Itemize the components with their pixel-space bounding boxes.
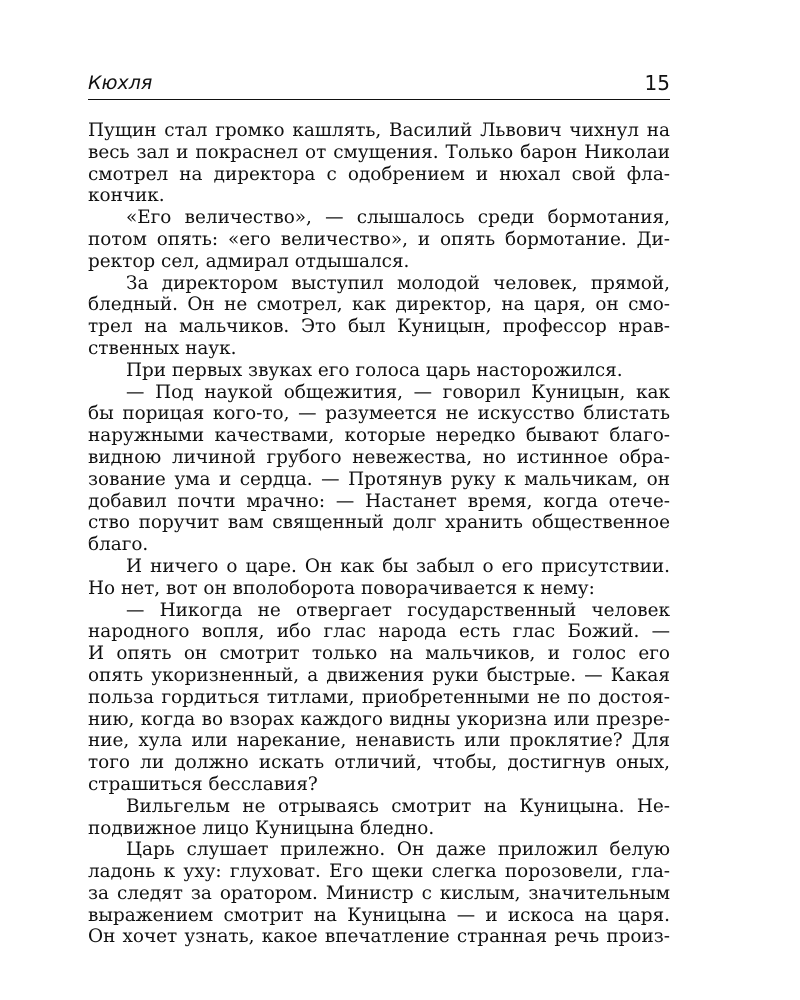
text-line: смотрел на директора с одобрением и нюхал свой фла- <box>88 163 670 185</box>
text-line: трел на мальчиков. Это был Куницын, профессор нрав- <box>88 316 670 338</box>
text-line: За директором выступил молодой человек, прямой, <box>126 272 670 294</box>
text-line: выражением смотрит на Куницына — и искоса на царя. <box>88 904 670 926</box>
text-line: того ли должно искать отличий, чтобы, достигнув оных, <box>88 752 670 774</box>
text-line: «Его величество», — слышалось среди бормотания, <box>126 207 670 229</box>
text-line: При первых звуках его голоса царь насторожился. <box>126 359 623 381</box>
page-number: 15 <box>644 71 670 95</box>
text-line: бледный. Он не смотрел, как директор, на царя, он смо- <box>88 294 670 316</box>
text-line: Вильгельм не отрываясь смотрит на Куницына. Не- <box>126 795 670 817</box>
text-line: ство поручит вам священный долг хранить общественное <box>88 512 670 534</box>
text-line: — Под наукой общежития, — говорил Куницын, как <box>126 381 670 403</box>
text-line: опять укоризненный, а движения руки быстрые. — Какая <box>88 664 670 686</box>
running-header <box>88 72 670 102</box>
header-rule <box>88 99 670 100</box>
text-line: за следят за оратором. Министр с кислым, значительным <box>88 882 670 904</box>
text-line: бы порицая кого-то, — разумеется не искусство блистать <box>88 403 670 425</box>
text-line: страшиться бесславия? <box>88 773 318 795</box>
text-line: народного вопля, ибо глас народа есть глас Божий. — <box>88 621 670 643</box>
text-line: Пущин стал громко кашлять, Василий Львович чихнул на <box>88 120 670 141</box>
body-text <box>88 120 670 948</box>
text-line: весь зал и покраснел от смущения. Только барон Николаи <box>88 141 670 163</box>
text-line: Но нет, вот он вполоборота поворачивается к нему: <box>88 577 595 599</box>
text-line: видною личиной грубого невежества, но истинное обра- <box>88 446 670 468</box>
text-line: И опять он смотрит только на мальчиков, и голос его <box>88 643 670 665</box>
text-line: ние, хула или нарекание, ненависть или проклятие? Для <box>88 730 670 752</box>
text-line: благо. <box>88 534 149 556</box>
text-line: зование ума и сердца. — Протянув руку к мальчикам, он <box>88 468 670 490</box>
text-line: ладонь к уху: глуховат. Его щеки слегка порозовели, гла- <box>88 861 670 883</box>
text-line: польза гордиться титлами, приобретенными не по достоя- <box>88 686 670 708</box>
text-line: И ничего о царе. Он как бы забыл о его присутствии. <box>126 555 670 577</box>
text-line: Царь слушает прилежно. Он даже приложил белую <box>126 839 670 861</box>
text-line: наружными качествами, которые нередко бывают благо- <box>88 425 670 447</box>
text-line: нию, когда во взорах каждого видны укоризна или презре- <box>88 708 670 730</box>
running-title: Кюхля <box>88 72 153 94</box>
text-line: кончик. <box>88 185 165 207</box>
text-line: — Никогда не отвергает государственный человек <box>126 599 670 621</box>
text-line: подвижное лицо Куницына бледно. <box>88 817 435 839</box>
text-line: ректор сел, адмирал отдышался. <box>88 250 410 272</box>
text-line: добавил почти мрачно: — Настанет время, когда отече- <box>88 490 670 512</box>
text-line: Он хочет узнать, какое впечатление странная речь произ- <box>88 926 670 948</box>
text-line: ственных наук. <box>88 337 237 359</box>
text-line: потом опять: «его величество», и опять бормотание. Ди- <box>88 228 670 250</box>
